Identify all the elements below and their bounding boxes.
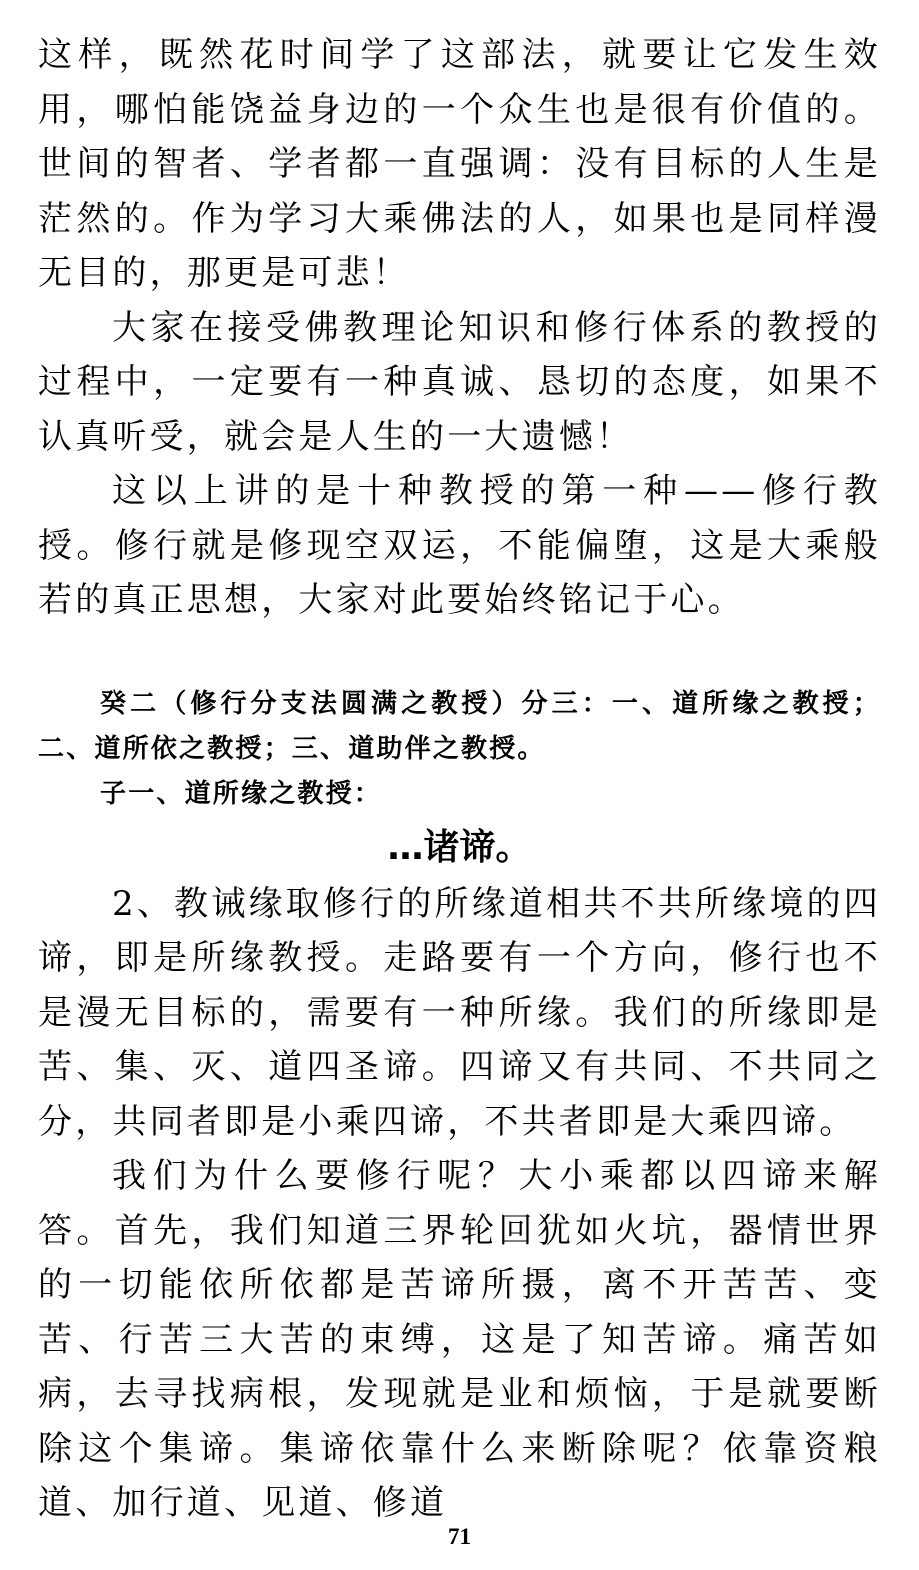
verse-heading: …诸谛。 [387, 826, 532, 868]
paragraph-1: 这样，既然花时间学了这部法，就要让它发生效用，哪怕能饶益身边的一个众生也是很有价值的。世间的智者、学者都一直强调：没有目标的人生是茫然的。作为学习大乘佛法的人，如果也是同样漫无目的，那更是可悲！ [38, 35, 881, 293]
page-body [38, 28, 881, 1531]
paragraph-5: 我们为什么要修行呢？大小乘都以四谛来解答。首先，我们知道三界轮回犹如火坑，器情世界的一切能依所依都是苦谛所摄，离不开苦苦、变苦、行苦三大苦的束缚，这是了知苦谛。痛苦如病，去寻找病根，发现就是业和烦恼，于是就要断除这个集谛。集谛依靠什么来断除呢？依靠资粮道、加行道、见道、修道 [38, 1156, 881, 1523]
page-number: 71 [448, 1524, 471, 1549]
outline-heading-2: 子一、道所缘之教授： [100, 778, 383, 809]
paragraph-3: 这以上讲的是十种教授的第一种——修行教授。修行就是修现空双运，不能偏堕，这是大乘般若的真正思想，大家对此要始终铭记于心。 [38, 471, 881, 620]
section-gap [38, 628, 881, 682]
outline-heading-1: 癸二（修行分支法圆满之教授）分三：一、道所缘之教授；二、道所依之教授；三、道助伴之教授。 [38, 688, 881, 764]
paragraph-2: 大家在接受佛教理论知识和修行体系的教授的过程中，一定要有一种真诚、恳切的态度，如果不认真听受，就会是人生的一大遗憾！ [38, 307, 881, 457]
paragraph-4: 2、教诫缘取修行的所缘道相共不共所缘境的四谛，即是所缘教授。走路要有一个方向，修行也不是漫无目标的，需要有一种所缘。我们的所缘即是苦、集、灭、道四圣谛。四谛又有共同、不共同之分，共同者即是小乘四谛，不共者即是大乘四谛。 [38, 883, 881, 1142]
